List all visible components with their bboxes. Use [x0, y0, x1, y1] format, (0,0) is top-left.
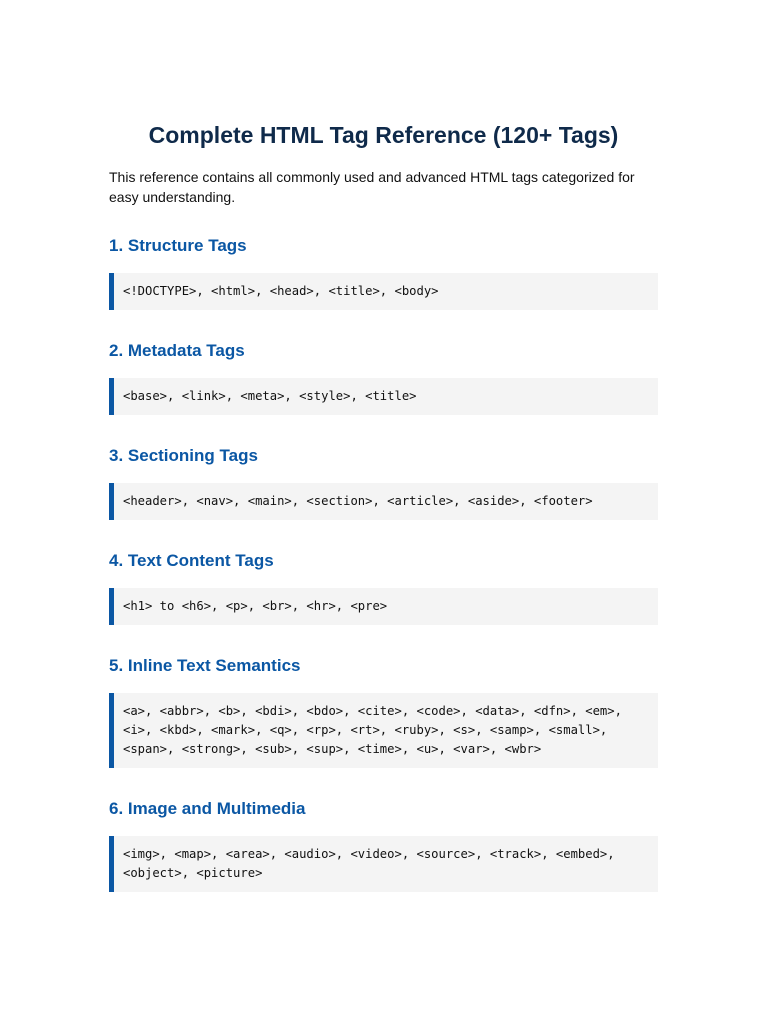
code-block: <base>, <link>, <meta>, <style>, <title> [109, 378, 658, 415]
document-page [109, 0, 658, 892]
section-heading: 3. Sectioning Tags [109, 446, 258, 465]
section-inline-text-semantics [109, 654, 658, 768]
section-structure-tags [109, 234, 658, 310]
section-heading: 1. Structure Tags [109, 236, 247, 255]
code-block: <h1> to <h6>, <p>, <br>, <hr>, <pre> [109, 588, 658, 625]
section-metadata-tags [109, 339, 658, 415]
code-block: <img>, <map>, <area>, <audio>, <video>, <source>, <track>, <embed>, <object>, <picture> [109, 836, 658, 892]
code-block: <a>, <abbr>, <b>, <bdi>, <bdo>, <cite>, <code>, <data>, <dfn>, <em>, <i>, <kbd>, <mark>, <q>, <rp>, <rt>, <ruby>, <s>, <samp>, <small>, <span>, <strong>, <sub>, <sup>, <time>, <u>, <var>, <wbr> [109, 693, 658, 768]
section-heading: 5. Inline Text Semantics [109, 656, 301, 675]
section-heading: 4. Text Content Tags [109, 551, 274, 570]
code-block: <header>, <nav>, <main>, <section>, <article>, <aside>, <footer> [109, 483, 658, 520]
section-heading: 6. Image and Multimedia [109, 799, 306, 818]
section-sectioning-tags [109, 444, 658, 520]
code-block: <!DOCTYPE>, <html>, <head>, <title>, <body> [109, 273, 658, 310]
section-image-and-multimedia [109, 797, 658, 892]
section-heading: 2. Metadata Tags [109, 341, 245, 360]
section-text-content-tags [109, 549, 658, 625]
intro-paragraph: This reference contains all commonly used and advanced HTML tags categorized for easy understanding. [109, 169, 635, 205]
page-title: Complete HTML Tag Reference (120+ Tags) [148, 122, 619, 148]
